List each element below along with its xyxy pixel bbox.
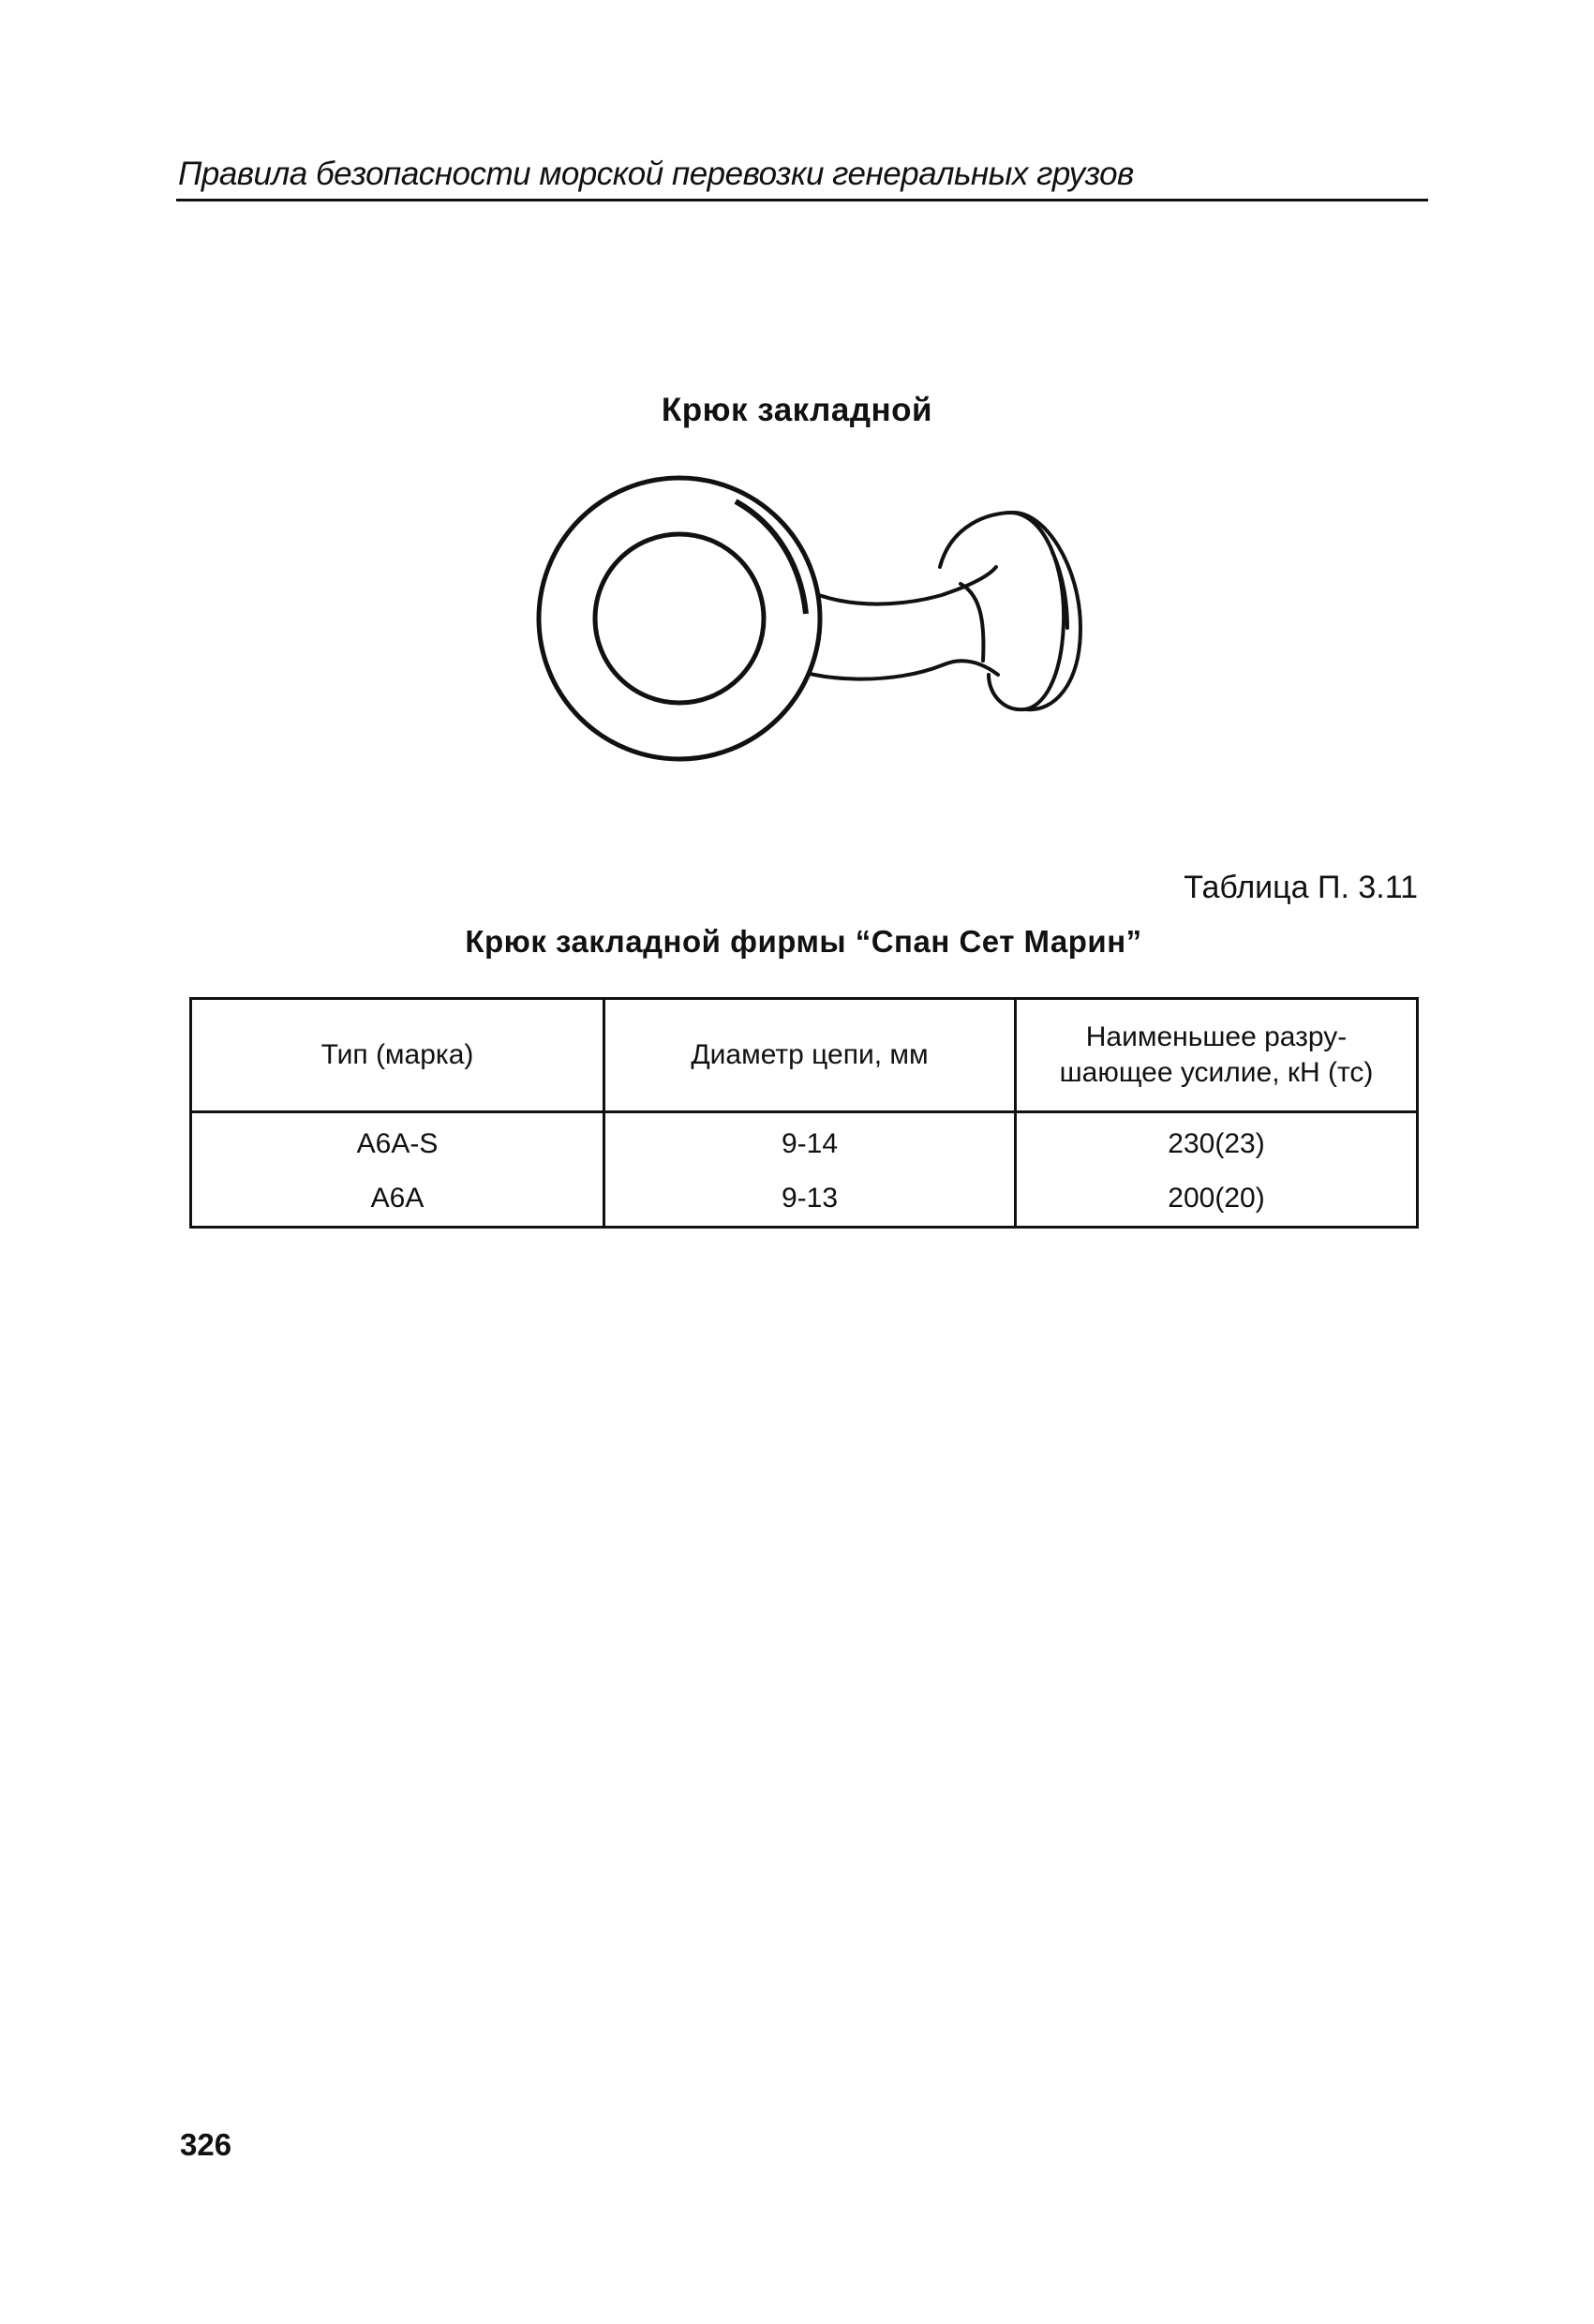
hook-head-front <box>940 513 1064 709</box>
table-number: Таблица П. 3.11 <box>1184 870 1418 905</box>
page-number: 326 <box>180 2127 232 2162</box>
figure-title: Крюк закладной <box>661 392 933 428</box>
data-table <box>189 997 1419 1229</box>
cell-type: A6A <box>191 1171 604 1228</box>
hook-neck <box>961 584 983 661</box>
column-header-breaking-load-line1: Наименьшее разру- <box>1085 1021 1348 1052</box>
cell-breaking-load: 200(20) <box>1016 1171 1418 1228</box>
hook-illustration <box>520 473 1092 764</box>
header-rule <box>176 199 1428 201</box>
table-row <box>191 1112 1418 1172</box>
hook-eye-inner <box>595 534 764 703</box>
column-header-chain-diameter: Диаметр цепи, мм <box>604 999 1016 1112</box>
cell-chain-diameter: 9-13 <box>604 1171 1016 1228</box>
column-header-breaking-load <box>1016 999 1418 1112</box>
cell-type: A6A-S <box>191 1112 604 1172</box>
column-header-breaking-load-line2: шающее усилие, кН (тс) <box>1059 1057 1374 1088</box>
column-header-type: Тип (марка) <box>191 999 604 1112</box>
running-header: Правила безопасности морской перевозки генеральных грузов <box>178 156 1134 192</box>
cell-chain-diameter: 9-14 <box>604 1112 1016 1172</box>
table-row <box>191 1171 1418 1228</box>
table-title: Крюк закладной фирмы “Спан Сет Марин” <box>465 924 1142 959</box>
table-header-row <box>191 999 1418 1112</box>
cell-breaking-load: 230(23) <box>1016 1112 1418 1172</box>
